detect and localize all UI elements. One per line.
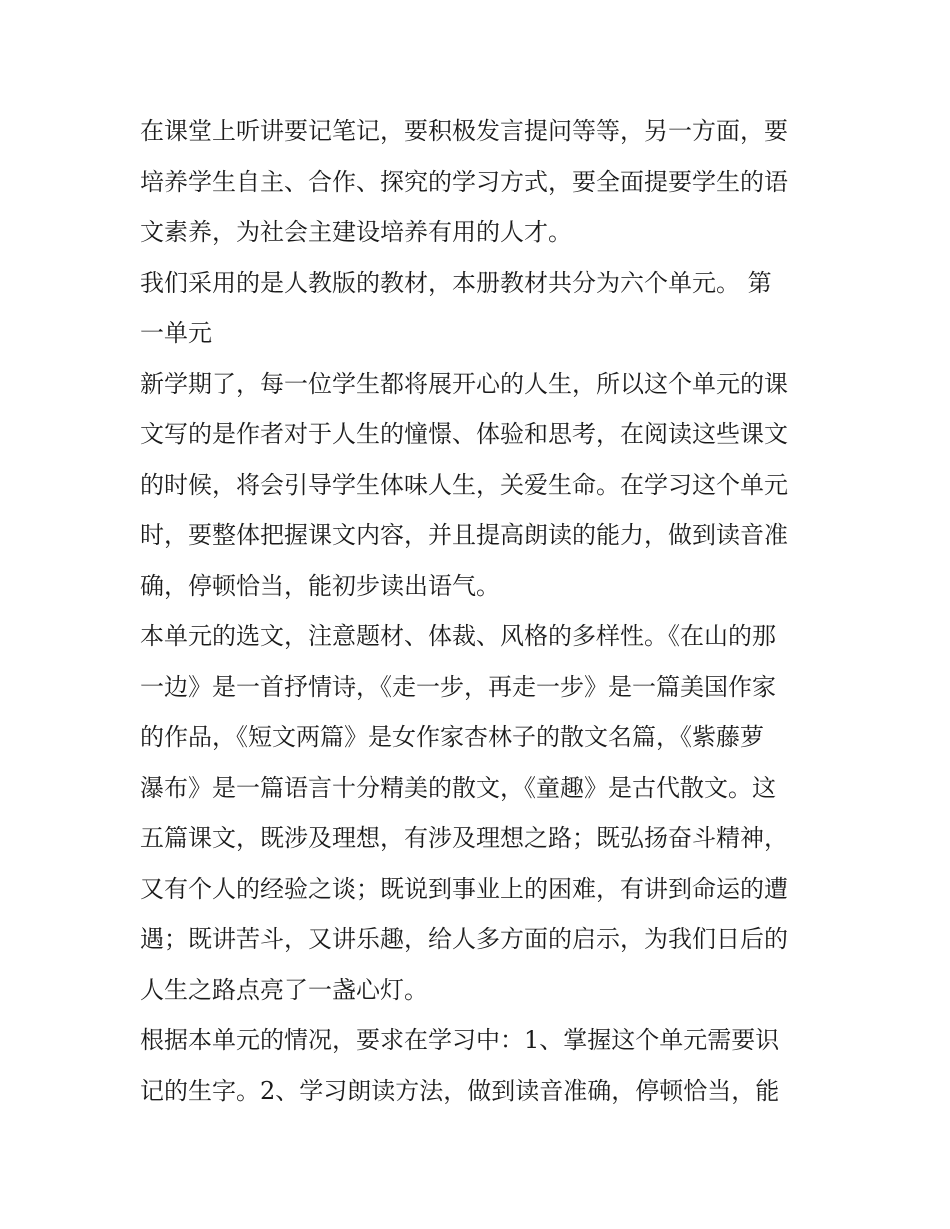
text-line: 时，要整体把握课文内容，并且提高朗读的能力，做到读音准 [140, 521, 788, 549]
text-line: 在课堂上听讲要记笔记，要积极发言提问等等，另一方面，要 [140, 117, 788, 145]
text-line: 的作品，《短文两篇》是女作家杏林子的散文名篇，《紫藤萝 [140, 723, 764, 751]
text-line: 我们采用的是人教版的教材，本册教材共分为六个单元。 第 [140, 268, 772, 297]
text-line: 确，停顿恰当，能初步读出语气。 [140, 571, 500, 600]
text-line: 人生之路点亮了一盏心灯。 [140, 975, 428, 1004]
text-line: 遇；既讲苦斗，又讲乐趣，给人多方面的启示，为我们日后的 [140, 925, 788, 953]
body-text [140, 106, 820, 1116]
text-line: 新学期了，每一位学生都将展开心的人生，所以这个单元的课 [140, 369, 788, 398]
text-line: 文素养，为社会主建设培养有用的人才。 [140, 218, 572, 246]
text-line: 记的生字。2、学习朗读方法，做到读音准确，停顿恰当，能 [140, 1076, 780, 1105]
text-line: 五篇课文，既涉及理想，有涉及理想之路；既弘扬奋斗精神， [140, 824, 788, 852]
text-line: 的时候，将会引导学生体味人生，关爱生命。在学习这个单元 [140, 470, 788, 499]
text-line: 瀑布》是一篇语言十分精美的散文，《童趣》是古代散文。这 [140, 773, 776, 802]
text-line: 文写的是作者对于人生的憧憬、体验和思考，在阅读这些课文 [140, 420, 788, 448]
text-line: 一单元 [140, 319, 212, 347]
text-line: 培养学生自主、合作、探究的学习方式，要全面提要学生的语 [140, 167, 788, 196]
text-line: 根据本单元的情况，要求在学习中：1、掌握这个单元需要识 [140, 1026, 780, 1054]
text-line: 一边》是一首抒情诗，《走一步，再走一步》是一篇美国作家 [140, 672, 776, 701]
text-line: 本单元的选文，注意题材、体裁、风格的多样性。《在山的那 [140, 622, 776, 650]
text-line: 又有个人的经验之谈；既说到事业上的困难，有讲到命运的遭 [140, 874, 788, 903]
